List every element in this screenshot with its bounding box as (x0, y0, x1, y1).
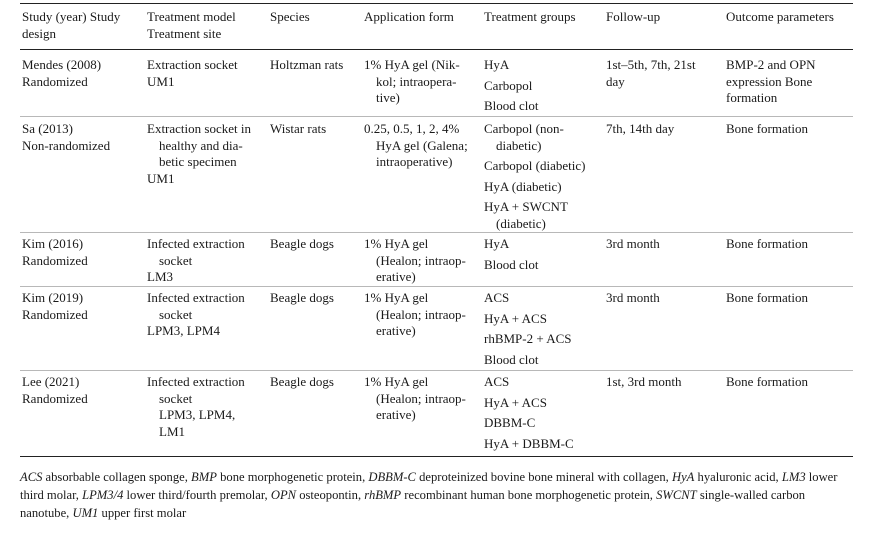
cell-species-line: Beagle dogs (270, 374, 334, 389)
treatment-group-line: HyA (diabetic) (484, 178, 562, 194)
cell-application-line: 0.25, 0.5, 1, 2, 4% (364, 121, 460, 136)
cell-application (364, 236, 466, 286)
row-divider (20, 116, 853, 117)
row-divider (20, 286, 853, 287)
treatment-group-line: ACS (484, 374, 510, 389)
cell-study-line: Randomized (22, 306, 88, 322)
treatment-group (484, 395, 574, 412)
treatment-group-line: HyA + ACS (484, 310, 547, 326)
header-follow-line: Follow-up (606, 9, 661, 24)
cell-model-line: LPM3, LPM4 (147, 323, 220, 338)
footnote-definition: upper first molar (101, 506, 187, 520)
table-top-rule (20, 3, 853, 4)
treatment-group (484, 236, 539, 253)
cell-groups (484, 57, 539, 119)
footnote-definition: deproteinized bovine bone mineral with collagen, (419, 470, 669, 484)
cell-application-line: erative) (376, 407, 416, 422)
treatment-group-line: HyA (484, 57, 510, 72)
cell-model-line: LM1 (159, 423, 185, 439)
cell-model-line: socket (159, 306, 193, 322)
header-study-line: design (22, 25, 56, 41)
cell-model-line: Extraction socket (147, 57, 238, 72)
cell-model (147, 290, 245, 340)
footnote-abbr: UM1 (72, 506, 99, 520)
cell-follow-line: 7th, 14th day (606, 121, 675, 136)
cell-species (270, 290, 334, 307)
cell-model-line: UM1 (147, 73, 175, 89)
treatment-group-line: Blood clot (484, 351, 539, 367)
header-outcome-line: Outcome parameters (726, 9, 834, 24)
cell-model (147, 121, 251, 187)
footnote-abbr: SWCNT (656, 488, 697, 502)
cell-application (364, 121, 468, 171)
cell-model-line: Infected extraction (147, 374, 245, 389)
cell-study-line: Randomized (22, 252, 88, 268)
cell-model-line: Extraction socket in (147, 121, 251, 136)
cell-application (364, 57, 460, 107)
cell-follow (606, 57, 696, 90)
cell-species (270, 121, 326, 138)
footnote-definition: lower third molar, (20, 470, 838, 502)
cell-model-line: Infected extraction (147, 290, 245, 305)
treatment-group-line: rhBMP-2 + ACS (484, 331, 572, 346)
cell-model-line: socket (159, 252, 193, 268)
cell-outcome (726, 236, 808, 253)
cell-application-line: erative) (376, 269, 416, 284)
treatment-group (484, 57, 539, 74)
treatment-group-line: HyA + DBBM-C (484, 435, 574, 451)
header-species-line: Species (270, 9, 310, 24)
cell-follow-line: 1st–5th, 7th, 21st (606, 57, 696, 72)
treatment-group-line: HyA + SWCNT (484, 199, 568, 214)
footnote-definition: bone morphogenetic protein, (220, 470, 366, 484)
cell-species-line: Beagle dogs (270, 236, 334, 251)
cell-application-line: erative) (376, 323, 416, 338)
cell-outcome-line: Bone formation (726, 290, 808, 305)
cell-model-line: socket (159, 390, 193, 406)
treatment-group (484, 290, 572, 307)
cell-outcome-line: Bone formation (726, 121, 808, 136)
footnote-definition: absorbable collagen sponge, (45, 470, 188, 484)
cell-groups (484, 374, 574, 456)
footnote-definition: lower third/fourth premolar, (126, 488, 268, 502)
treatment-group (484, 436, 574, 453)
header-model (147, 9, 236, 42)
treatment-group-line: Carbopol (non- (484, 121, 564, 136)
cell-study-line: Kim (2019) (22, 290, 84, 305)
footnote-abbr: BMP (191, 470, 217, 484)
footnote-definition: hyaluronic acid, (697, 470, 779, 484)
cell-application-line: 1% HyA gel (364, 374, 429, 389)
cell-application-line: HyA gel (Galena; (376, 137, 468, 153)
cell-species-line: Holtzman rats (270, 57, 344, 72)
treatment-group (484, 199, 585, 232)
cell-application-line: 1% HyA gel (364, 236, 429, 251)
treatment-group-line: HyA (484, 236, 510, 251)
cell-application-line: (Healon; intraop- (376, 390, 466, 406)
header-outcome (726, 9, 834, 26)
treatment-group-line: Blood clot (484, 98, 539, 113)
cell-groups (484, 290, 572, 372)
table-bottom-rule (20, 456, 853, 457)
cell-follow-line: 3rd month (606, 290, 660, 305)
header-species (270, 9, 310, 26)
cell-application-line: intraoperative) (376, 154, 453, 169)
cell-follow (606, 374, 681, 391)
treatment-group (484, 331, 572, 348)
cell-application (364, 374, 466, 424)
cell-groups (484, 121, 585, 236)
cell-model (147, 374, 245, 440)
footnote-definition: recombinant human bone morphogenetic protein, (404, 488, 653, 502)
cell-outcome (726, 57, 816, 107)
cell-application-line: tive) (376, 90, 400, 105)
cell-study-line: Lee (2021) (22, 374, 80, 389)
treatment-group (484, 311, 572, 328)
cell-model-line: betic specimen (159, 154, 237, 169)
cell-outcome-line: expression Bone (726, 73, 813, 89)
cell-species-line: Wistar rats (270, 121, 327, 136)
treatment-group (484, 158, 585, 175)
treatment-group-line: Carbopol (diabetic) (484, 158, 586, 173)
cell-study-line: Non-randomized (22, 137, 111, 153)
row-divider (20, 232, 853, 233)
footnote-abbr: rhBMP (364, 488, 402, 502)
cell-application-line: (Healon; intraop- (376, 306, 466, 322)
cell-species (270, 236, 334, 253)
header-application-line: Application form (364, 9, 454, 24)
header-follow (606, 9, 660, 26)
cell-model (147, 236, 245, 286)
cell-model-line: LPM3, LPM4, (159, 407, 236, 422)
footnote-abbr: ACS (20, 470, 43, 484)
cell-outcome-line: Bone formation (726, 374, 808, 389)
header-bottom-rule (20, 49, 853, 50)
cell-application (364, 290, 466, 340)
cell-study-line: Kim (2016) (22, 236, 84, 251)
cell-outcome (726, 290, 808, 307)
header-groups-line: Treatment groups (484, 9, 576, 24)
cell-application-line: 1% HyA gel (364, 290, 429, 305)
row-divider (20, 370, 853, 371)
header-model-line: Treatment model (147, 9, 236, 24)
cell-species (270, 374, 334, 391)
cell-application-line: (Healon; intraop- (376, 252, 466, 268)
cell-outcome-line: Bone formation (726, 236, 808, 251)
cell-follow (606, 290, 660, 307)
treatment-group-line: DBBM-C (484, 415, 536, 430)
cell-model-line: healthy and dia- (159, 137, 243, 153)
treatment-group (484, 78, 539, 95)
header-groups (484, 9, 576, 26)
treatment-group-line: (diabetic) (496, 215, 546, 231)
treatment-group-line: diabetic) (496, 137, 542, 153)
footnote-abbr: LM3 (781, 470, 806, 484)
cell-study (22, 121, 110, 154)
treatment-group (484, 415, 574, 432)
cell-species-line: Beagle dogs (270, 290, 334, 305)
treatment-group-line: Blood clot (484, 256, 539, 272)
footnote-abbr: LPM3/4 (82, 488, 124, 502)
cell-follow (606, 121, 674, 138)
cell-study (22, 290, 88, 323)
cell-study-line: Randomized (22, 73, 88, 89)
cell-model-line: Infected extraction (147, 236, 245, 251)
cell-study (22, 236, 88, 269)
footnote-definition: single-walled carbon nanotube, (20, 488, 806, 520)
header-application (364, 9, 454, 26)
cell-outcome (726, 374, 808, 391)
treatment-group-line: HyA + ACS (484, 394, 547, 410)
treatment-group (484, 257, 539, 274)
treatment-group (484, 121, 585, 154)
cell-study (22, 374, 88, 407)
footnote-abbr: OPN (270, 488, 297, 502)
cell-follow-line: day (606, 73, 625, 89)
cell-follow (606, 236, 660, 253)
table-footnote (20, 468, 855, 522)
header-study (22, 9, 120, 42)
cell-follow-line: 3rd month (606, 236, 660, 251)
cell-study-line: Mendes (2008) (22, 57, 102, 72)
cell-application-line: kol; intraopera- (376, 73, 457, 89)
cell-follow-line: 1st, 3rd month (606, 374, 682, 389)
cell-outcome (726, 121, 808, 138)
footnote-definition: osteopontin, (299, 488, 362, 502)
cell-model-line: UM1 (147, 170, 175, 186)
treatment-group-line: Carbopol (484, 77, 533, 93)
cell-groups (484, 236, 539, 277)
treatment-group (484, 179, 585, 196)
cell-species (270, 57, 343, 74)
treatment-group-line: ACS (484, 290, 510, 305)
cell-model (147, 57, 238, 90)
header-model-line: Treatment site (147, 25, 222, 41)
cell-outcome-line: BMP-2 and OPN (726, 57, 816, 72)
footnote-abbr: HyA (671, 470, 695, 484)
header-study-line: Study (year) Study (22, 9, 121, 24)
cell-outcome-line: formation (726, 90, 778, 105)
footnote-abbr: DBBM-C (368, 470, 416, 484)
cell-model-line: LM3 (147, 269, 173, 284)
treatment-group (484, 352, 572, 369)
cell-study-line: Randomized (22, 390, 88, 406)
treatment-group (484, 98, 539, 115)
treatment-group (484, 374, 574, 391)
cell-study (22, 57, 101, 90)
cell-study-line: Sa (2013) (22, 121, 73, 136)
cell-application-line: 1% HyA gel (Nik- (364, 57, 460, 72)
